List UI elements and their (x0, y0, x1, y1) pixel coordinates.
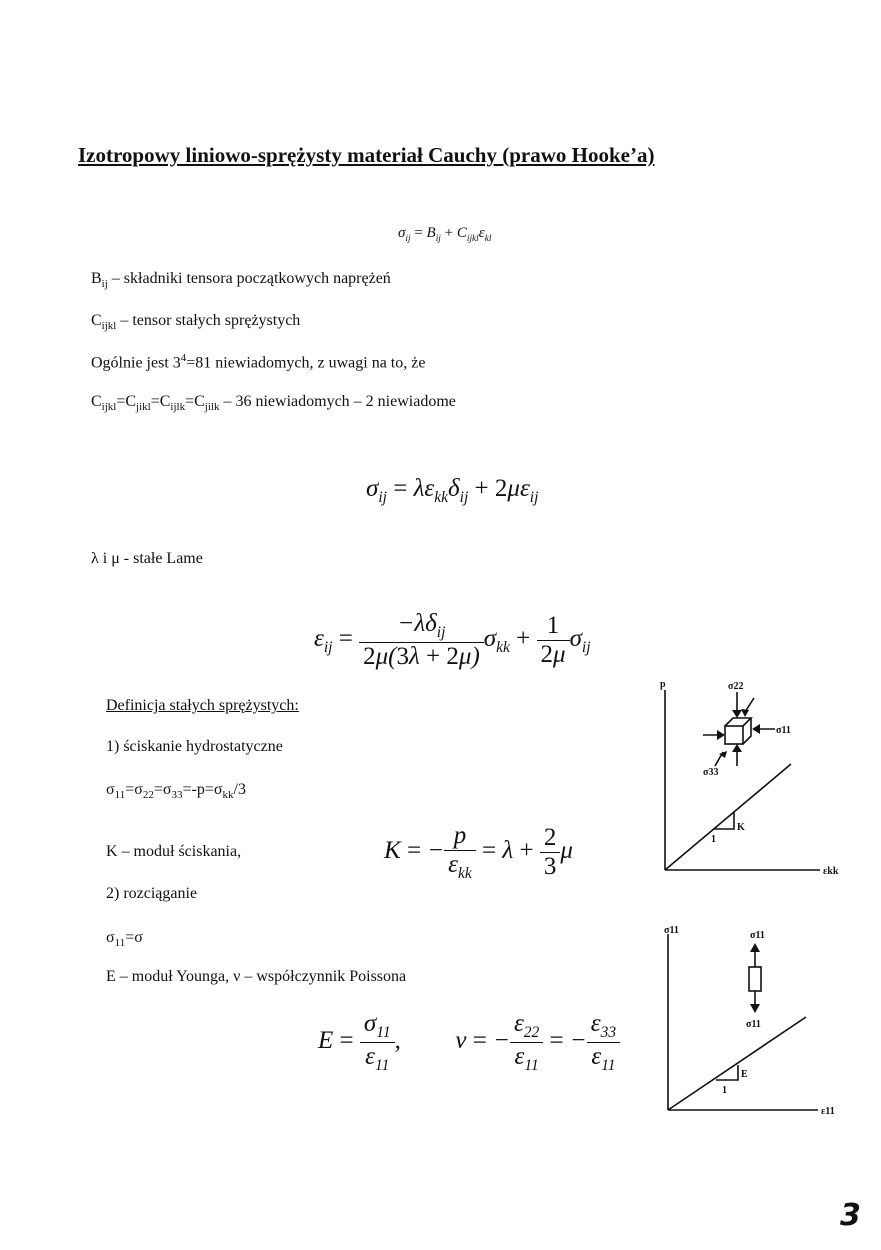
arrow-up (750, 943, 760, 952)
arrow-bottom (732, 744, 742, 752)
cijkl-definition: $C_{ijkl}$ – tensor stałych sprężystych (91, 312, 301, 333)
arrow-left (717, 730, 725, 740)
response-line (668, 1017, 806, 1110)
page-number: 3 (840, 1198, 861, 1233)
equation-young-poisson: E = $\frac{\sigma_{11}}{\varepsilon_{11}}$ , ν = − $\frac{\varepsilon_{22}}{\varepsilon_{11}}$ = − $\frac{\varepsilon_{33}}{\varepsilon_{11}}$ (318, 1010, 620, 1075)
arrow-down (750, 1004, 760, 1013)
uniaxial-tension: 2) rozciąganie (106, 885, 198, 902)
equation-hooke-lame: $\sigma_{ij} = \lambda\varepsilon_{kk}\delta_{ij} + 2\mu\varepsilon_{ij}$ (366, 475, 539, 506)
page-title: Izotropowy liniowo-sprężysty materiał Cauchy (prawo Hooke’a) (78, 143, 655, 167)
unit-label: 1 (722, 1085, 727, 1096)
bulk-modulus-label: K – moduł ściskania, (106, 843, 242, 860)
unknowns-count: Ogólnie jest $3^4=81$ niewiadomych, z uwagi na to, że (91, 352, 426, 372)
cube-front (725, 726, 743, 744)
hydrostatic-compression: 1) ściskanie hydrostatyczne (106, 738, 283, 755)
x-axis-label: εkk (823, 866, 839, 877)
top-sigma-label: σ11 (750, 930, 765, 941)
definition-heading: Definicja stałych sprężystych: (106, 697, 299, 714)
slope-label: K (737, 822, 745, 833)
x-axis-label: ε11 (821, 1106, 835, 1117)
equation-bulk-modulus: K = − $\frac{p}{\varepsilon_{kk}}$ = λ + $\frac{2}{3}$ μ (384, 822, 573, 882)
sigma22-label: σ22 (728, 681, 744, 692)
slope-triangle (716, 1065, 738, 1080)
y-axis-label: p (660, 679, 666, 690)
y-axis-label: σ11 (664, 925, 679, 936)
young-poisson-label: E – moduł Younga, ν – współczynnik Poissona (106, 968, 407, 985)
bulk-modulus-diagram (655, 678, 855, 883)
unit-label: 1 (711, 834, 716, 845)
specimen (749, 967, 761, 991)
equation-inverse-hooke: $\varepsilon_{ij}$ = $\frac{-\lambda\delta_{ij}}{2\mu(3\lambda + 2\mu)}$ $\sigma_{kk}$ + $\frac{1}{2\mu}$ $\sigma_{ij}$ (314, 610, 591, 670)
lame-constants: λ i μ - stałe Lame (91, 550, 203, 567)
young-modulus-diagram (658, 922, 858, 1132)
cube-top (725, 718, 751, 726)
equation-general-linear: $\sigma_{ij} = B_{ij} + C_{ijkl}\varepsilon_{kl}$ (398, 225, 492, 244)
hydrostatic-stress: $\sigma_{11}=\sigma_{22}=\sigma_{33}=-p=\sigma_{kk}/3$ (106, 781, 246, 802)
response-line (665, 764, 791, 870)
tension-stress: $\sigma_{11}=\sigma$ (106, 929, 143, 950)
arrow-top (732, 710, 742, 718)
sigma33-label: σ33 (703, 767, 719, 778)
slope-label: E (741, 1069, 748, 1080)
symmetry-relation: $C_{ijkl}=C_{jikl}=C_{ijlk}=C_{jilk} - 36$ niewiadomych – 2 niewiadome (91, 393, 456, 414)
sigma11-label: σ11 (776, 725, 791, 736)
bij-definition: $B_{ij}$ – składniki tensora początkowych naprężeń (91, 270, 391, 291)
arrow-right (752, 724, 760, 734)
bottom-sigma-label: σ11 (746, 1019, 761, 1030)
